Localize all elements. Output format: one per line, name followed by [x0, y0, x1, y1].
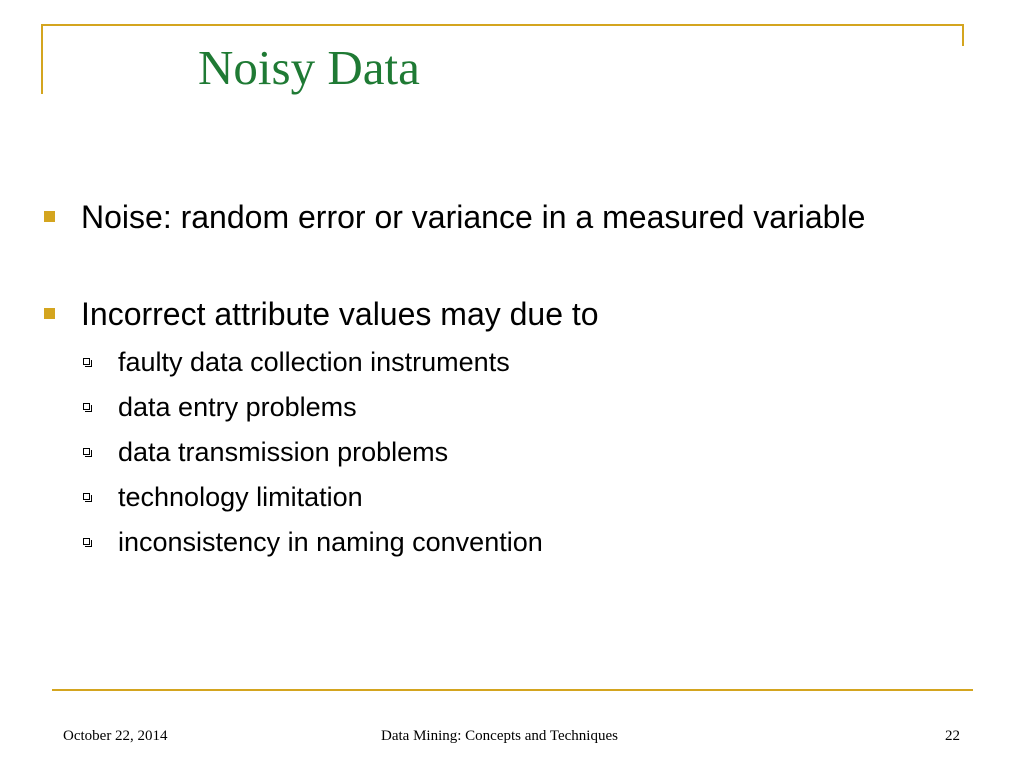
sub-bullet-item	[118, 345, 878, 379]
footer-date: October 22, 2014	[63, 728, 168, 744]
footer-course-title: Data Mining: Concepts and Techniques	[381, 728, 618, 744]
bullet-text: Incorrect attribute values may due to	[81, 296, 599, 332]
box-bullet-icon	[83, 358, 90, 365]
slide-page-number: 22	[945, 728, 960, 744]
footer-rule	[52, 689, 973, 691]
box-bullet-icon	[83, 403, 90, 410]
square-bullet-icon	[44, 211, 55, 222]
slide-title: Noisy Data	[198, 40, 420, 95]
sub-bullet-text: inconsistency in naming convention	[118, 527, 543, 557]
sub-bullet-text: technology limitation	[118, 482, 363, 512]
sub-bullet-item	[118, 480, 878, 514]
square-bullet-icon	[44, 308, 55, 319]
sub-bullet-text: data transmission problems	[118, 437, 449, 467]
sub-bullet-text: faulty data collection instruments	[118, 347, 510, 377]
sub-bullet-item	[118, 435, 878, 469]
box-bullet-icon	[83, 448, 90, 455]
bullet-text: Noise: random error or variance in a measured variable	[81, 199, 866, 235]
box-bullet-icon	[83, 538, 90, 545]
bullet-item	[81, 197, 881, 238]
sub-bullet-item	[118, 525, 878, 559]
box-bullet-icon	[83, 493, 90, 500]
sub-bullet-item	[118, 390, 878, 424]
bullet-item	[81, 294, 881, 335]
sub-bullet-text: data entry problems	[118, 392, 357, 422]
